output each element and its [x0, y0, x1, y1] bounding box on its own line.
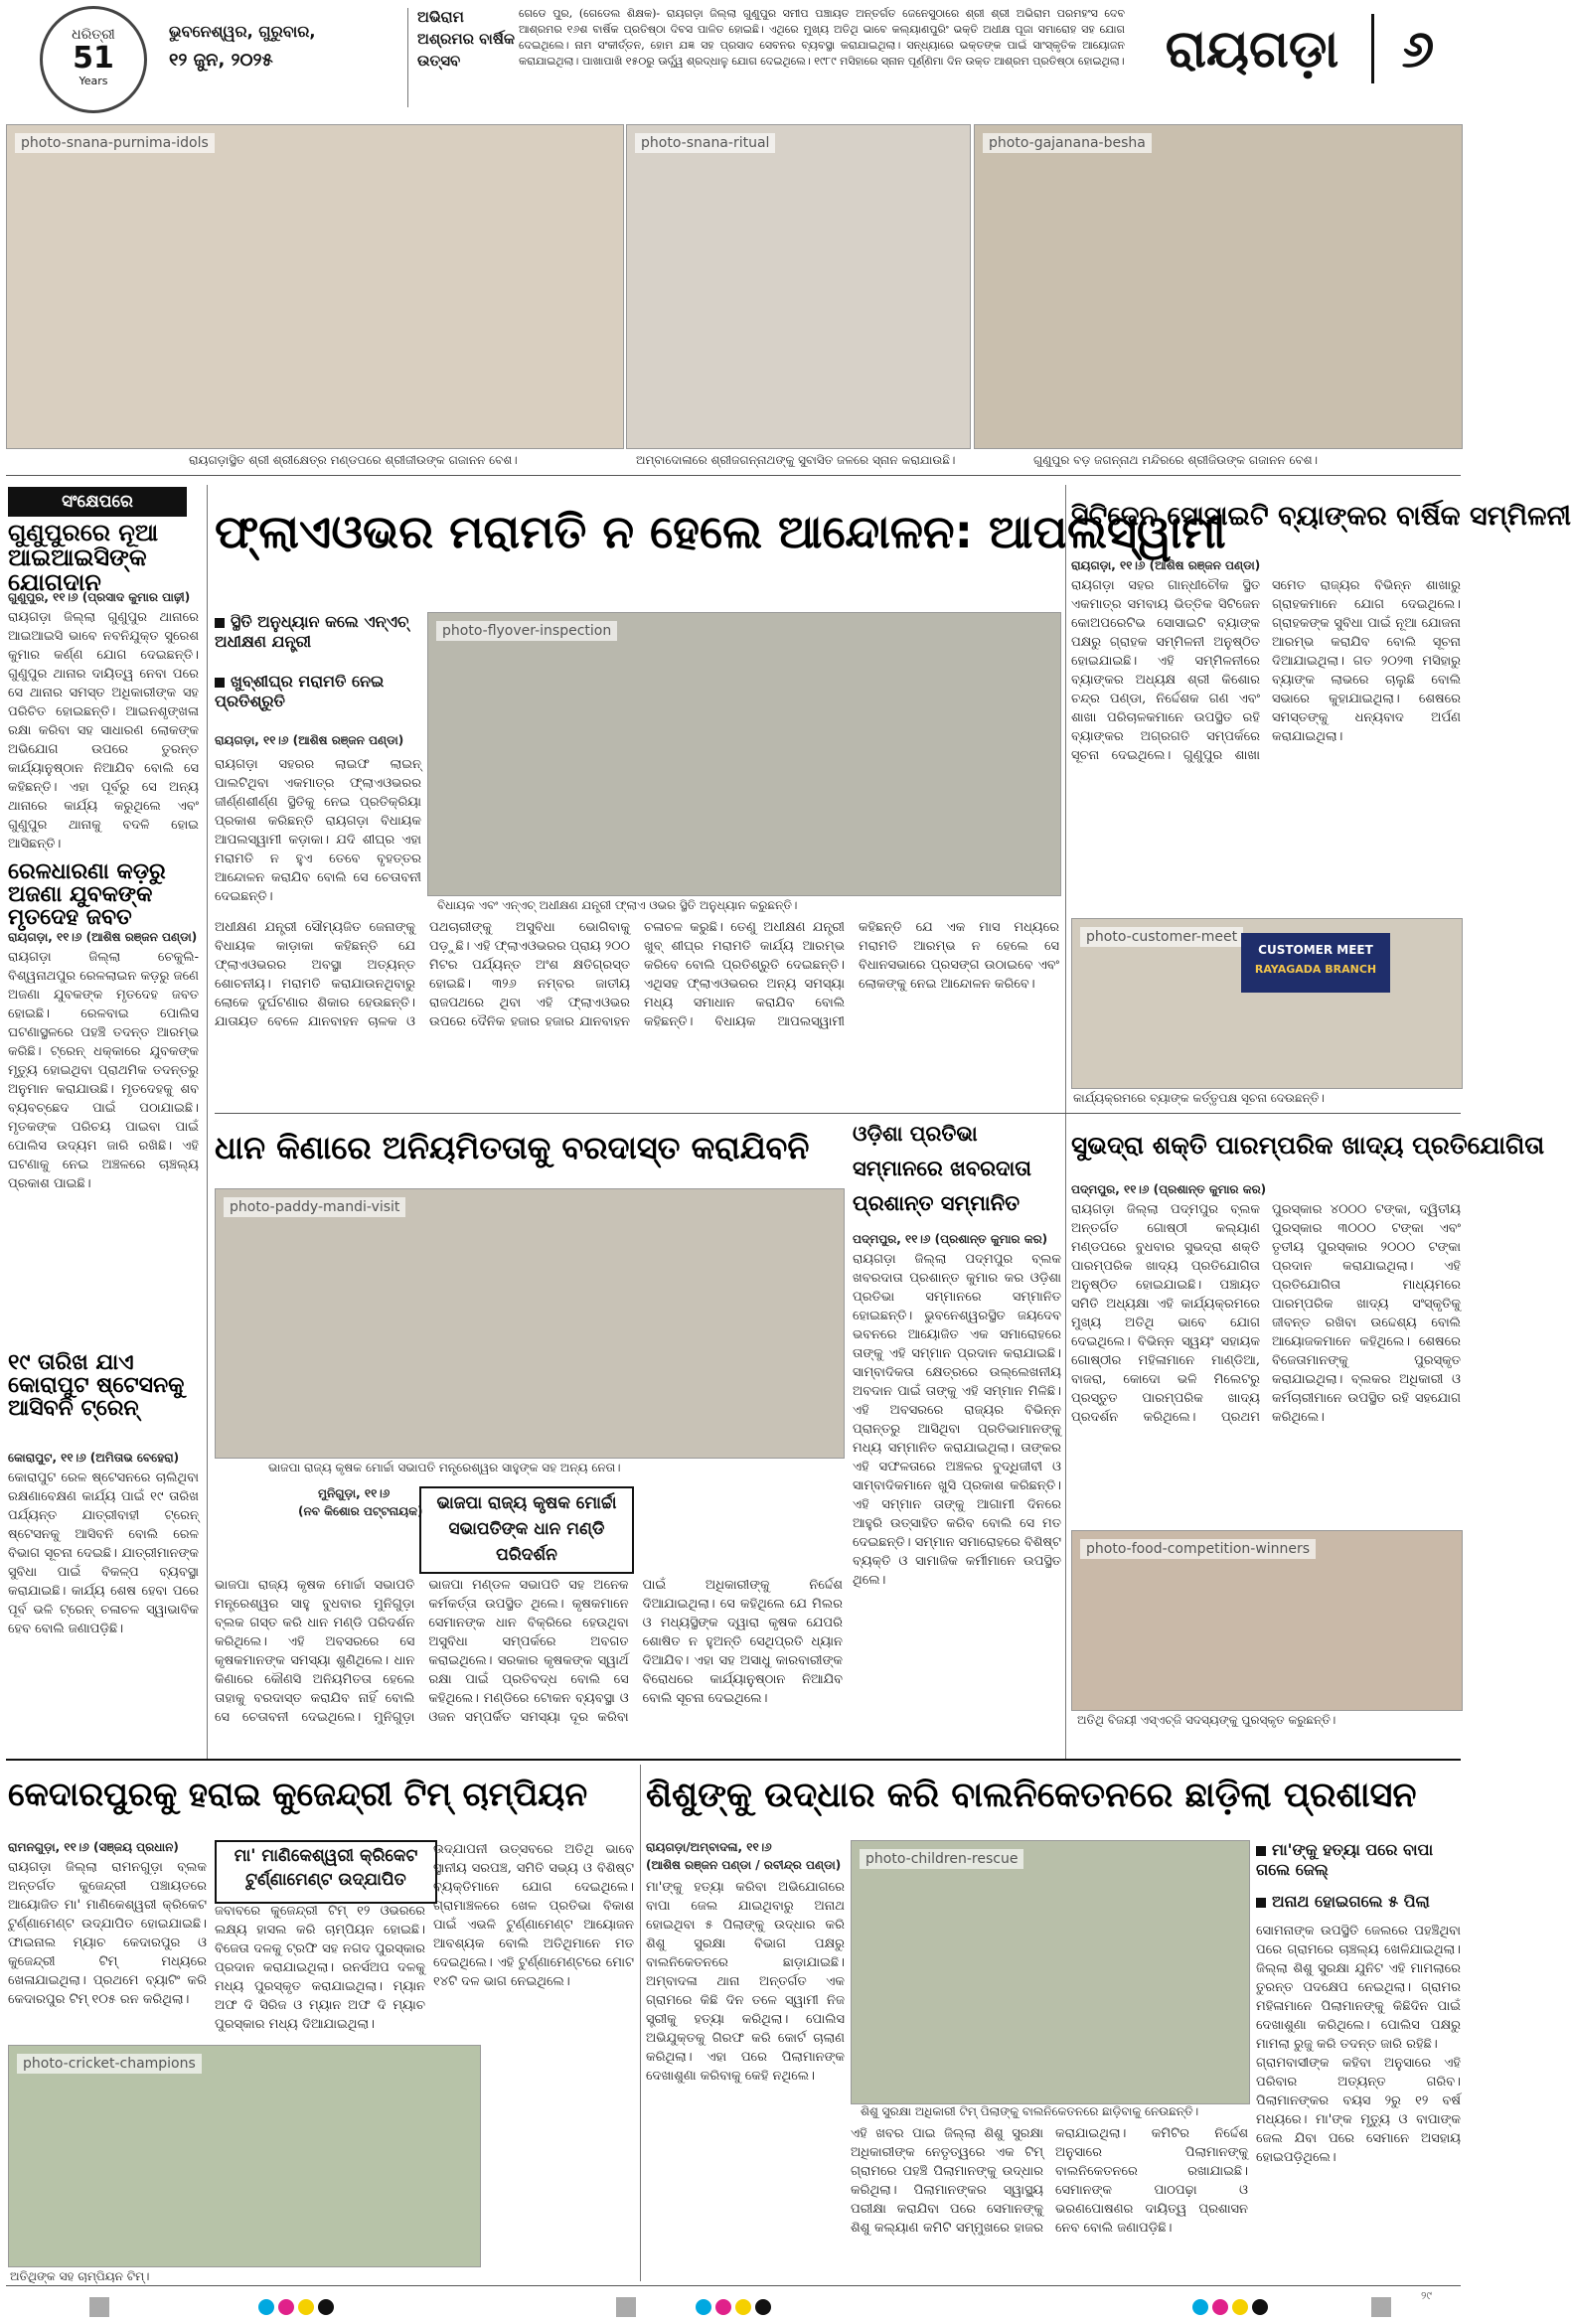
bullet-square-icon [215, 618, 225, 628]
paddy-photo-label: photo-paddy-mandi-visit [224, 1197, 405, 1217]
subhadra-body: ରାୟଗଡ଼ା ଜିଲ୍ଲା ପଦ୍ମପୁର ବ୍ଲକ ଅନ୍ତର୍ଗତ ଗୋଷ୍ଠୀ କଲ୍ୟାଣ ମଣ୍ଡପରେ ବୁଧବାର ସୁଭଦ୍ରା ଶକ୍ତି ପାରମ୍ପରିକ ଖାଦ୍ୟ ପ୍ରତିଯୋଗିତା ଅନୁଷ୍ଠିତ ହୋଇଯାଇଛି। ପଞ୍ଚାୟତ ସମିତି ଅଧ୍ୟକ୍ଷା ଏହି କାର୍ଯ୍ୟକ୍ରମରେ ମୁଖ୍ୟ ଅତିଥି ଭାବେ ଯୋଗ ଦେଇଥିଲେ। ବିଭିନ୍ନ ସ୍ୱୟଂ ସହାୟକ ଗୋଷ୍ଠୀର ମହିଳାମାନେ ମାଣ୍ଡିଆ, ବାଜରା, କୋଦୋ ଭଳି ମିଲେଟରୁ ପ୍ରସ୍ତୁତ ପାରମ୍ପରିକ ଖାଦ୍ୟ ପ୍ରଦର୍ଶନ କରିଥିଲେ। ପ୍ରଥମ ପୁରସ୍କାର ୪୦୦୦ ଟଙ୍କା, ଦ୍ୱିତୀୟ ପୁରସ୍କାର ୩୦୦୦ ଟଙ୍କା ଏବଂ ତୃତୀୟ ପୁରସ୍କାର ୨୦୦୦ ଟଙ୍କା ପ୍ରଦାନ କରାଯାଇଥିଲା। ଏହି ପ୍ରତିଯୋଗିତା ମାଧ୍ୟମରେ ପାରମ୍ପରିକ ଖାଦ୍ୟ ସଂସ୍କୃତିକୁ ଜୀବନ୍ତ ରଖିବା ଉଦ୍ଦେଶ୍ୟ ବୋଲି ଆୟୋଜକମାନେ କହିଥିଲେ। ଶେଷରେ ବିଜେତାମାନଙ୍କୁ ପୁରସ୍କୃତ କରାଯାଇଥିଲା। ବ୍ଲକର ଅଧିକାରୀ ଓ କର୍ମଚାରୀମାନେ ଉପସ୍ଥିତ ରହି ସହଯୋଗ କରିଥିଲେ। [1071, 1202, 1461, 1425]
subhadra-caption: ଅତିଥି ବିଜୟୀ ଏସ୍‌ଏଚ୍‌ଜି ସଦସ୍ୟଙ୍କୁ ପୁରସ୍କୃତ କରୁଛନ୍ତି। [1077, 1713, 1336, 1727]
top-photo-1-label: photo-snana-purnima-idols [15, 133, 215, 153]
brief-1-headline: ଗୁଣୁପୁରରେ ନୂଆ ଆଇଆଇସିଙ୍କ ଯୋଗଦାନ [8, 519, 159, 597]
promo-title: ଅଭିରାମ ଅଶ୍ରମର ବାର୍ଷିକ ଉତ୍ସବ [417, 8, 515, 70]
citizen-bank-body: ରାୟଗଡ଼ା ସହର ଗାନ୍ଧୀଚୌକ ସ୍ଥିତ ଏକମାତ୍ର ସମବାୟ ଭିତ୍ତିକ ସିଟିଜେନ କୋଅପରେଟିଭ ସୋସାଇଟି ବ୍ୟାଙ୍କ ପକ୍ଷରୁ ଗ୍ରାହକ ସମ୍ମିଳନୀ ଅନୁଷ୍ଠିତ ହୋଇଯାଇଛି। ଏହି ସମ୍ମିଳନୀରେ ବ୍ୟାଙ୍କର ଅଧ୍ୟକ୍ଷ ଶ୍ରୀ କିଶୋର ଚନ୍ଦ୍ର ପଣ୍ଡା, ନିର୍ଦ୍ଦେଶକ ଗଣ ଏବଂ ଶାଖା ପରିଚାଳକମାନେ ଉପସ୍ଥିତ ରହି ବ୍ୟାଙ୍କର ଅଗ୍ରଗତି ସମ୍ପର୍କରେ ସୂଚନା ଦେଇଥିଲେ। ଗୁଣୁପୁର ଶାଖା ସମେତ ରାଜ୍ୟର ବିଭିନ୍ନ ଶାଖାରୁ ଗ୍ରାହକମାନେ ଯୋଗ ଦେଇଥିଲେ। ଗ୍ରାହକଙ୍କ ସୁବିଧା ପାଇଁ ନୂଆ ଯୋଜନା ଆରମ୍ଭ କରାଯିବ ବୋଲି ସୂଚନା ଦିଆଯାଇଥିଲା। ଗତ ୨୦୨୩ ମସିହାରୁ ବ୍ୟାଙ୍କ ଲାଭରେ ଚାଲୁଛି ବୋଲି ସଭାରେ କୁହାଯାଇଥିଲା। ଶେଷରେ ସମସ୍ତଙ୍କୁ ଧନ୍ୟବାଦ ଅର୍ପଣ କରାଯାଇଥିଲା। [1071, 578, 1461, 763]
promo-text: ଗେଡେ ପୁର, (ଗେଡେଲ ଶିକ୍ଷକ)- ରାୟଗଡ଼ା ଜିଲ୍ଲା ଗୁଣୁପୁର ସମୀପ ପଞ୍ଚାୟତ ଅନ୍ତର୍ଗତ ଜେନେସୁଠାରେ ଶ୍ରୀ ଶ୍ରୀ ଅଭିରାମ ପରମହଂସ ଦେବ ଆଶ୍ରମର ୧୬ଶ ବାର୍ଷିକ ପ୍ରତିଷ୍ଠା ଦିବସ ପାଳିତ ହୋଇଛି। ଏଥିରେ ମୁଖ୍ୟ ଅତିଥି ଭାବେ କଲ୍ୟାଣପୁରିଂ ଭକ୍ତି ଅଧୀକ୍ଷ ପୂଜା ସମାରୋହ ସହ ଯୋଗ ଦେଇଥିଲେ। ନାମ ସଂକୀର୍ତ୍ତନ, ହୋମ ଯଜ୍ଞ ସହ ପ୍ରସାଦ ସେବନର ବ୍ୟବସ୍ଥା କରାଯାଇଥିଲା। ସନ୍ଧ୍ୟାରେ ଭକ୍ତଙ୍କ ପାଇଁ ସାଂସ୍କୃତିକ ଆୟୋଜନ କରାଯାଇଥିଲା। ପାଖାପାଖି ୧୫୦ରୁ ଊର୍ଦ୍ଧ୍ୱ ଶ୍ରଦ୍ଧାଳୁ ଯୋଗ ଦେଇଥିଲେ। ୧୯୮୯ ମସିହାରେ ସ୍ନାନ ପୂର୍ଣ୍ଣିମା ଦିନ ଉକ୍ତ ଆଶ୍ରମ ପ୍ରତିଷ୍ଠା ହୋଇଥିଲା। [519, 7, 1125, 68]
registration-black-mark [1252, 2299, 1268, 2315]
anniversary-badge [40, 6, 147, 113]
paddy-reporter: (ନବ କିଶୋର ପଟ୍ଟନାୟକ) [298, 1504, 423, 1518]
brief-label: ସଂକ୍ଷେପରେ [8, 487, 187, 517]
top-photo-2-caption: ଅମ୍ବାଦୋଳାରେ ଶ୍ରୀଜଗନ୍ନାଥଙ୍କୁ ସୁବାସିତ ଜଳରେ ସ୍ନାନ କରାଯାଉଛି। [636, 453, 956, 467]
issue-date: ୧୨ ଜୁନ, ୨୦୨୫ [169, 50, 273, 71]
customer-meet-banner [1241, 933, 1390, 993]
registration-marks-right [1192, 2299, 1272, 2317]
flyover-bullet-2-text: ଖୁବ୍‌ଶୀଘ୍ର ମରାମତି ନେଇ ପ୍ରତିଶ୍ରୁତି [215, 672, 385, 710]
flyover-headline: ଫ୍ଲାଏଓଭର ମରାମତି ନ ହେଲେ ଆନ୍ଦୋଳନ: ଆପଲସ୍ୱାମୀ [215, 505, 1226, 558]
flyover-photo-label: photo-flyover-inspection [436, 621, 617, 641]
brief-1-body: ରାୟଗଡ଼ା ଜିଲ୍ଲା ଗୁଣୁପୁର ଥାନାରେ ଆଇଆଇସି ଭାବେ ନବନିଯୁକ୍ତ ସୁରେଶ କୁମାର କର୍ଣ୍ଣ ଯୋଗ ଦେଇଛନ୍ତି। ଗୁଣୁପୁର ଥାନାର ଦାୟିତ୍ୱ ନେବା ପରେ ସେ ଥାନାର ସମସ୍ତ ଅଧିକାରୀଙ୍କ ସହ ପରିଚିତ ହୋଇଛନ୍ତି। ଆଇନଶୃଙ୍ଖଳା ରକ୍ଷା କରିବା ସହ ସାଧାରଣ ଲୋକଙ୍କ ଅଭିଯୋଗ ଉପରେ ତୁରନ୍ତ କାର୍ଯ୍ୟାନୁଷ୍ଠାନ ନିଆଯିବ ବୋଲି ସେ କହିଛନ୍ତି। ଏହା ପୂର୍ବରୁ ସେ ଅନ୍ୟ ଥାନାରେ କାର୍ଯ୍ୟ କରୁଥିଲେ ଏବଂ ଗୁଣୁପୁର ଥାନାକୁ ବଦଳି ହୋଇ ଆସିଛନ୍ତି। [8, 610, 199, 852]
rescue-photo [851, 1840, 1250, 2104]
footer-gray-box-mid [616, 2297, 636, 2317]
masthead [0, 0, 1468, 119]
paddy-dateline: ମୁନିଗୁଡ଼ା, ୧୧।୬ [318, 1486, 391, 1500]
footer-page-code: ୨୯ [1421, 2289, 1432, 2302]
registration-black-mark [755, 2299, 771, 2315]
registration-magenta-mark [278, 2299, 294, 2315]
top-photos-rule [6, 475, 1461, 476]
rescue-dateline: ରାୟଗଡ଼ା/ଅମ୍ବାଦଳା, ୧୧।୬ [646, 1840, 772, 1854]
top-photo-1-caption: ରାୟଗଡ଼ାସ୍ଥିତ ଶ୍ରୀ ଶ୍ରୀକ୍ଷେତ୍ର ମଣ୍ଡପରେ ଶ୍ରୀଜୀଉଙ୍କ ଗଜାନନ ବେଶ। [189, 453, 518, 467]
mid-column-rule [1065, 485, 1066, 1759]
brief-1-dateline: ଗୁଣୁପୁର, ୧୧।୬ (ପ୍ରସାଦ କୁମାର ପାଢ଼ୀ) [8, 590, 191, 604]
cricket-body-1: ରାୟଗଡ଼ା ଜିଲ୍ଲା ରାମନଗୁଡ଼ା ବ୍ଲକ ଅନ୍ତର୍ଗତ କୁଜେନ୍ଦ୍ରୀ ପଞ୍ଚାୟତରେ ଆୟୋଜିତ ମା' ମାଣିକେଶ୍ୱରୀ କ୍ରିକେଟ ଟୁର୍ଣ୍ଣାମେଣ୍ଟ ଉଦ୍‌ଯାପିତ ହୋଇଯାଇଛି। ଫାଇନାଲ ମ୍ୟାଚ କେଦାରପୁର ଓ କୁଜେନ୍ଦ୍ରୀ ଟିମ୍ ମଧ୍ୟରେ ଖେଳାଯାଇଥିଲା। ପ୍ରଥମେ ବ୍ୟାଟିଂ କରି କେଦାରପୁର ଟିମ୍ ୧୦୫ ରନ କରିଥିଲା। [8, 1860, 207, 2007]
paddy-photo [215, 1188, 845, 1459]
section-divider [1371, 14, 1374, 83]
citizen-bank-photo [1071, 918, 1463, 1089]
rescue-photo-label: photo-children-rescue [860, 1849, 1023, 1869]
brief-3-body: କୋରାପୁଟ ରେଳ ଷ୍ଟେସନରେ ଚାଲିଥିବା ରକ୍ଷଣାବେକ୍ଷଣ କାର୍ଯ୍ୟ ପାଇଁ ୧୯ ତାରିଖ ପର୍ଯ୍ୟନ୍ତ ଯାତ୍ରୀବାହୀ ଟ୍ରେନ୍ ଷ୍ଟେସନକୁ ଆସିବନି ବୋଲି ରେଳ ବିଭାଗ ସୂଚନା ଦେଇଛି। ଯାତ୍ରୀମାନଙ୍କ ସୁବିଧା ପାଇଁ ବିକଳ୍ପ ବ୍ୟବସ୍ଥା କରାଯାଇଛି। କାର୍ଯ୍ୟ ଶେଷ ହେବା ପରେ ପୂର୍ବ ଭଳି ଟ୍ରେନ୍ ଚଳାଚଳ ସ୍ୱାଭାବିକ ହେବ ବୋଲି ଜଣାପଡ଼ିଛି। [8, 1471, 199, 1636]
flyover-bullet-1-text: ସ୍ଥିତି ଅନୁଧ୍ୟାନ କଲେ ଏନ୍‌ଏଚ୍ ଅଧୀକ୍ଷଣ ଯନ୍ତ୍ରୀ [215, 612, 409, 651]
registration-cyan-mark [696, 2299, 711, 2315]
paddy-highlight-box: ଭାଜପା ରାଜ୍ୟ କୃଷକ ମୋର୍ଚ୍ଚା ସଭାପତିଙ୍କ ଧାନ ମଣ୍ଡି ପରିଦର୍ଶନ [419, 1486, 634, 1574]
rescue-photo-caption: ଶିଶୁ ସୁରକ୍ଷା ଅଧିକାରୀ ଟିମ୍ ପିଲାଙ୍କୁ ବାଲନିକେତନରେ ଛାଡ଼ିବାକୁ ନେଉଛନ୍ତି। [861, 2104, 1199, 2118]
masthead-divider [407, 8, 408, 107]
citizen-bank-dateline: ରାୟଗଡ଼ା, ୧୧।୬ (ଆଶିଷ ରଞ୍ଜନ ପଣ୍ଡା) [1071, 558, 1261, 572]
brief-3-dateline: କୋରାପୁଟ, ୧୧।୬ (ଅମିତାଭ ବେହେରା) [8, 1451, 180, 1465]
odisha-pratibha-headline: ଓଡ଼ିଶା ପ୍ରତିଭା ସମ୍ମାନରେ ଖବରଦାତା ପ୍ରଶାନ୍ତ ସମ୍ମାନିତ [853, 1122, 1031, 1215]
top-photo-1 [6, 124, 624, 449]
flyover-body-rest: ଅଧୀକ୍ଷଣ ଯନ୍ତ୍ରୀ ସୌମ୍ୟଜିତ ଜେନାଙ୍କୁ ବିଧାୟକ କାଡ଼ାକା କହିଛନ୍ତି ଯେ ଫ୍ଲାଏଓଭରର ଅବସ୍ଥା ଅତ୍ୟନ୍ତ ଶୋଚନୀୟ। ମରାମତି କରାଯାଉନଥିବାରୁ ଲୋକେ ଦୁର୍ଘଟଣାର ଶିକାର ହେଉଛନ୍ତି। ଯାତାୟତ ବେଳେ ଯାନବାହନ ଚାଳକ ଓ ପଥଚାରୀଙ୍କୁ ଅସୁବିଧା ଭୋଗିବାକୁ ପଡ଼ୁଛି। ଏହି ଫ୍ଲାଏଓଭରର ପ୍ରାୟ ୨୦୦ ମିଟର ପର୍ଯ୍ୟନ୍ତ ଅଂଶ କ୍ଷତିଗ୍ରସ୍ତ ହୋଇଛି। ୩୨୬ ନମ୍ବର ଜାତୀୟ ରାଜପଥରେ ଥିବା ଏହି ଫ୍ଲାଏଓଭର ଉପରେ ଦୈନିକ ହଜାର ହଜାର ଯାନବାହନ ଚଳାଚଳ କରୁଛି। ତେଣୁ ଅଧୀକ୍ଷଣ ଯନ୍ତ୍ରୀ ଖୁବ୍ ଶୀଘ୍ର ମରାମତି କାର୍ଯ୍ୟ ଆରମ୍ଭ କରିବେ ବୋଲି ପ୍ରତିଶ୍ରୁତି ଦେଇଛନ୍ତି। ଏଥିସହ ଫ୍ଲାଏଓଭରର ଅନ୍ୟ ସମସ୍ୟା ମଧ୍ୟ ସମାଧାନ କରାଯିବ ବୋଲି କହିଛନ୍ତି। ବିଧାୟକ ଆପଲସ୍ୱାମୀ କହିଛନ୍ତି ଯେ ଏକ ମାସ ମଧ୍ୟରେ ମରାମତି ଆରମ୍ଭ ନ ହେଲେ ସେ ବିଧାନସଭାରେ ପ୍ରସଙ୍ଗ ଉଠାଇବେ ଏବଂ ଲୋକଙ୍କୁ ନେଇ ଆନ୍ଦୋଳନ କରିବେ। [215, 920, 1059, 1029]
registration-cyan-mark [258, 2299, 274, 2315]
subhadra-photo [1071, 1530, 1463, 1711]
registration-magenta-mark [1212, 2299, 1228, 2315]
rescue-body-2: ଏହି ଖବର ପାଇ ଜିଲ୍ଲା ଶିଶୁ ସୁରକ୍ଷା ଅଧିକାରୀଙ୍କ ନେତୃତ୍ୱରେ ଏକ ଟିମ୍ ଗ୍ରାମରେ ପହଞ୍ଚି ପିଲାମାନଙ୍କୁ ଉଦ୍ଧାର କରିଥିଲା। ପିଲାମାନଙ୍କର ସ୍ୱାସ୍ଥ୍ୟ ପରୀକ୍ଷା କରାଯିବା ପରେ ସେମାନଙ୍କୁ ଶିଶୁ କଲ୍ୟାଣ କମିଟି ସମ୍ମୁଖରେ ହାଜର କରାଯାଇଥିଲା। କମିଟିର ନିର୍ଦ୍ଦେଶ ଅନୁସାରେ ପିଲାମାନଙ୍କୁ ବାଲନିକେତନରେ ରଖାଯାଇଛି। ସେମାନଙ୍କ ପାଠପଢ଼ା ଓ ଭରଣପୋଷଣର ଦାୟିତ୍ୱ ପ୍ରଶାସନ ନେବ ବୋଲି ଜଣାପଡ଼ିଛି। [851, 2126, 1248, 2236]
flyover-bullet-2 [215, 672, 413, 715]
cricket-photo-label: photo-cricket-champions [17, 2054, 202, 2074]
registration-black-mark [318, 2299, 334, 2315]
registration-yellow-mark [1232, 2299, 1248, 2315]
registration-magenta-mark [715, 2299, 731, 2315]
odisha-pratibha-dateline: ପଦ୍ମପୁର, ୧୧।୬ (ପ୍ରଶାନ୍ତ କୁମାର କର) [853, 1232, 1048, 1246]
rescue-headline: ଶିଶୁଙ୍କୁ ଉଦ୍ଧାର କରି ବାଲନିକେତନରେ ଛାଡ଼ିଲା ପ୍ରଶାସନ [646, 1776, 1417, 1815]
rescue-bullet-2-text: ଅନାଥ ହୋଇଗଲେ ୫ ପିଲା [1272, 1892, 1430, 1911]
citizen-bank-headline: ସିଟିଜେନ ସୋସାଇଟି ବ୍ୟାଙ୍କର ବାର୍ଷିକ ସମ୍ମିଳନୀ [1071, 501, 1571, 532]
brief-3-headline: ୧୯ ତାରିଖ ଯାଏ କୋରାପୁଟ ଷ୍ଟେସନକୁ ଆସିବନି ଟ୍ରେନ୍ [8, 1350, 185, 1422]
citizen-bank-caption: କାର୍ଯ୍ୟକ୍ରମରେ ବ୍ୟାଙ୍କ କର୍ତ୍ତୃପକ୍ଷ ସୂଚନା ଦେଉଛନ୍ତି। [1073, 1091, 1325, 1105]
top-photo-3-caption: ଗୁଣୁପୁର ବଡ଼ ଜଗନ୍ନାଥ ମନ୍ଦିରରେ ଶ୍ରୀଜିଉଙ୍କ ଗଜାନନ ବେଶ। [1033, 453, 1318, 467]
anniversary-years: Years [79, 75, 108, 87]
registration-marks-mid [696, 2299, 775, 2317]
bullet-square-icon [215, 678, 225, 688]
row-three-rule [6, 1759, 1461, 1761]
row-two-rule [215, 1113, 1461, 1114]
flyover-body-lead: ରାୟଗଡ଼ା ସହରର ଲାଇଫ ଲାଇନ୍ ପାଲଟିଥିବା ଏକମାତ୍ର ଫ୍ଲାଏଓଭରର ଜୀର୍ଣ୍ଣଶୀର୍ଣ୍ଣ ସ୍ଥିତିକୁ ନେଇ ପ୍ରତିକ୍ରିୟା ପ୍ରକାଶ କରିଛନ୍ତି ରାୟଗଡ଼ା ବିଧାୟକ ଆପଲସ୍ୱାମୀ କଡ଼ାକା। ଯଦି ଶୀଘ୍ର ଏହା ମରାମତି ନ ହୁଏ ତେବେ ବୃହତ୍ତର ଆନ୍ଦୋଳନ କରାଯିବ ବୋଲି ସେ ଚେତାବନୀ ଦେଇଛନ୍ତି। [215, 757, 421, 904]
cricket-dateline: ରାମନଗୁଡ଼ା, ୧୧।୬ (ସଞ୍ଜୟ ପ୍ରଧାନ) [8, 1840, 179, 1854]
paddy-body: ଭାଜପା ରାଜ୍ୟ କୃଷକ ମୋର୍ଚ୍ଚା ସଭାପତି ମନ୍ତ୍ରେଶ୍ୱର ସାହୁ ବୁଧବାର ମୁନିଗୁଡ଼ା ବ୍ଲକ ଗସ୍ତ କରି ଧାନ ମଣ୍ଡି ପରିଦର୍ଶନ କରିଥିଲେ। ଏହି ଅବସରରେ ସେ କୃଷକମାନଙ୍କ ସମସ୍ୟା ଶୁଣିଥିଲେ। ଧାନ କିଣାରେ କୌଣସି ଅନିୟମିତତା ହେଲେ ତାହାକୁ ବରଦାସ୍ତ କରାଯିବ ନାହିଁ ବୋଲି ସେ ଚେତାବନୀ ଦେଇଥିଲେ। ମୁନିଗୁଡ଼ା ଭାଜପା ମଣ୍ଡଳ ସଭାପତି ସହ ଅନେକ କର୍ମକର୍ତ୍ତା ଉପସ୍ଥିତ ଥିଲେ। କୃଷକମାନେ ସେମାନଙ୍କ ଧାନ ବିକ୍ରିରେ ହେଉଥିବା ଅସୁବିଧା ସମ୍ପର୍କରେ ଅବଗତ କରାଇଥିଲେ। ସରକାର କୃଷକଙ୍କ ସ୍ୱାର୍ଥ ରକ୍ଷା ପାଇଁ ପ୍ରତିବଦ୍ଧ ବୋଲି ସେ କହିଥିଲେ। ମଣ୍ଡିରେ ଟୋକନ ବ୍ୟବସ୍ଥା ଓ ଓଜନ ସମ୍ପର୍କିତ ସମସ୍ୟା ଦୂର କରିବା ପାଇଁ ଅଧିକାରୀଙ୍କୁ ନିର୍ଦ୍ଦେଶ ଦିଆଯାଇଥିଲା। ସେ କହିଥିଲେ ଯେ ମିଲର ଓ ମଧ୍ୟସ୍ଥିଙ୍କ ଦ୍ୱାରା କୃଷକ ଯେପରି ଶୋଷିତ ନ ହୁଅନ୍ତି ସେଥିପ୍ରତି ଧ୍ୟାନ ଦିଆଯିବ। ଏହା ସହ ଅସାଧୁ କାରବାରୀଙ୍କ ବିରୋଧରେ କାର୍ଯ୍ୟାନୁଷ୍ଠାନ ନିଆଯିବ ବୋଲି ସୂଚନା ଦେଇଥିଲେ। [215, 1578, 843, 1725]
paddy-headline: ଧାନ କିଣାରେ ଅନିୟମିତତାକୁ ବରଦାସ୍ତ କରାଯିବନି [215, 1129, 810, 1166]
cricket-headline: କେଦାରପୁରକୁ ହରାଇ କୁଜେନ୍ଦ୍ରୀ ଟିମ୍ ଚାମ୍ପିୟନ [8, 1775, 588, 1813]
subhadra-photo-label: photo-food-competition-winners [1080, 1539, 1316, 1559]
rescue-bullet-1 [1256, 1840, 1461, 1882]
left-column-rule [207, 485, 208, 1759]
cricket-body-3: ଉଦ୍‌ଯାପନୀ ଉତ୍ସବରେ ଅତିଥି ଭାବେ ସ୍ଥାନୀୟ ସରପଞ୍ଚ, ସମିତି ସଭ୍ୟ ଓ ବିଶିଷ୍ଟ ବ୍ୟକ୍ତିମାନେ ଯୋଗ ଦେଇଥିଲେ। ଗ୍ରାମାଞ୍ଚଳରେ ଖେଳ ପ୍ରତିଭା ବିକାଶ ପାଇଁ ଏଭଳି ଟୁର୍ଣ୍ଣାମେଣ୍ଟ ଆୟୋଜନ ଆବଶ୍ୟକ ବୋଲି ଅତିଥିମାନେ ମତ ଦେଇଥିଲେ। ଏହି ଟୁର୍ଣ୍ଣାମେଣ୍ଟରେ ମୋଟ ୧୪ଟି ଦଳ ଭାଗ ନେଇଥିଲେ। [433, 1842, 634, 1989]
citizen-bank-photo-label: photo-customer-meet [1080, 927, 1243, 947]
cricket-body-2: ଜବାବରେ କୁଜେନ୍ଦ୍ରୀ ଟିମ୍ ୧୨ ଓଭରରେ ଲକ୍ଷ୍ୟ ହାସଲ କରି ଚାମ୍ପିୟନ ହୋଇଛି। ବିଜେତା ଦଳକୁ ଟ୍ରଫି ସହ ନଗଦ ପୁରସ୍କାର ପ୍ରଦାନ କରାଯାଇଥିଲା। ରନର୍ସଅପ ଦଳକୁ ମଧ୍ୟ ପୁରସ୍କୃତ କରାଯାଇଥିଲା। ମ୍ୟାନ ଅଫ ଦି ସିରିଜ ଓ ମ୍ୟାନ ଅଫ ଦି ମ୍ୟାଚ ପୁରସ୍କାର ମଧ୍ୟ ଦିଆଯାଇଥିଲା। [215, 1904, 425, 2032]
brief-2-dateline: ରାୟଗଡ଼ା, ୧୧।୬ (ଆଶିଷ ରଞ୍ଜନ ପଣ୍ଡା) [8, 930, 198, 944]
brief-2-body: ରାୟଗଡ଼ା ଜିଲ୍ଲା ଚେକୁଲି-ବିଶ୍ୱନାଥପୁର ରେଳଲାଇନ କଡ଼ରୁ ଜଣେ ଅଜଣା ଯୁବକଙ୍କ ମୃତଦେହ ଜବତ ହୋଇଛି। ରେଳବାଇ ପୋଲିସ ଘଟଣାସ୍ଥଳରେ ପହଞ୍ଚି ତଦନ୍ତ ଆରମ୍ଭ କରିଛି। ଟ୍ରେନ୍ ଧକ୍କାରେ ଯୁବକଙ୍କ ମୃତ୍ୟୁ ହୋଇଥିବା ପ୍ରାଥମିକ ତଦନ୍ତରୁ ଅନୁମାନ କରାଯାଉଛି। ମୃତଦେହକୁ ଶବ ବ୍ୟବଚ୍ଛେଦ ପାଇଁ ପଠାଯାଇଛି। ମୃତକଙ୍କ ପରିଚୟ ପାଇବା ପାଇଁ ପୋଲିସ ଉଦ୍ୟମ ଜାରି ରଖିଛି। ଏହି ଘଟଣାକୁ ନେଇ ଅଞ୍ଚଳରେ ଚାଞ୍ଚଲ୍ୟ ପ୍ରକାଶ ପାଇଛି। [8, 950, 199, 1191]
footer-rule [6, 2285, 1461, 2286]
cricket-photo [8, 2045, 481, 2267]
bottom-left-rule [640, 1765, 641, 2281]
flyover-dateline: ରାୟଗଡ଼ା, ୧୧।୬ (ଆଶିଷ ରଞ୍ଜନ ପଣ୍ଡା) [215, 733, 404, 747]
subhadra-headline: ସୁଭଦ୍ରା ଶକ୍ତି ପାରମ୍ପରିକ ଖାଦ୍ୟ ପ୍ରତିଯୋଗିତା [1071, 1131, 1545, 1160]
rescue-reporter: (ଆଶିଷ ରଞ୍ଜନ ପଣ୍ଡା / ରବୀନ୍ଦ୍ର ପଣ୍ଡା) [646, 1858, 842, 1872]
flyover-photo-caption: ବିଧାୟକ ଏବଂ ଏନ୍‌ଏଚ୍ ଅଧୀକ୍ଷଣ ଯନ୍ତ୍ରୀ ଫ୍ଲାଏ ଓଭର ସ୍ଥିତି ଅନୁଧ୍ୟାନ କରୁଛନ୍ତି। [437, 898, 798, 912]
rescue-body-3: ଗ୍ରାମବାସୀଙ୍କ କହିବା ଅନୁସାରେ ଏହି ପରିବାର ଅତ୍ୟନ୍ତ ଗରିବ। ପିଲାମାନଙ୍କର ବୟସ ୨ରୁ ୧୨ ବର୍ଷ ମଧ୍ୟରେ। ମା'ଙ୍କ ମୃତ୍ୟୁ ଓ ବାପାଙ୍କ ଜେଲ ଯିବା ପରେ ସେମାନେ ଅସହାୟ ହୋଇପଡ଼ିଥିଲେ। [1256, 2056, 1461, 2165]
footer-gray-box-left [89, 2297, 109, 2317]
footer-gray-box-right [1371, 2297, 1391, 2317]
paddy-photo-caption: ଭାଜପା ରାଜ୍ୟ କୃଷକ ମୋର୍ଚ୍ଚା ସଭାପତି ମନ୍ତ୍ରେଶ୍ୱର ସାହୁଙ୍କ ସହ ଅନ୍ୟ ନେତା। [268, 1461, 621, 1474]
page-number: ୬ [1401, 20, 1435, 79]
city-date-line: ଭୁବନେଶ୍ୱର, ଗୁରୁବାର, [169, 22, 316, 41]
flyover-photo [427, 612, 1061, 896]
anniversary-number: 51 [73, 41, 114, 76]
rescue-bullet-2 [1256, 1892, 1461, 1916]
rescue-side-body: ସୋମନାଙ୍କ ଉପସ୍ଥିତି ଜେଲରେ ପହଞ୍ଚିଥିବା ପରେ ଗ୍ରାମରେ ଚାଞ୍ଚଲ୍ୟ ଖେଳିଯାଇଥିଲା। ଜିଲ୍ଲା ଶିଶୁ ସୁରକ୍ଷା ଯୁନିଟ ଏହି ମାମଲାରେ ତୁରନ୍ତ ପଦକ୍ଷେପ ନେଇଥିଲା। ଗ୍ରାମର ମହିଳାମାନେ ପିଲାମାନଙ୍କୁ କିଛିଦିନ ପାଇଁ ଦେଖାଶୁଣା କରିଥିଲେ। ପୋଲିସ ପକ୍ଷରୁ ମାମଲା ରୁଜୁ କରି ତଦନ୍ତ ଜାରି ରହିଛି। ଗ୍ରାମବାସୀଙ୍କ କହିବା ଅନୁସାରେ ଏହି ପରିବାର ଅତ୍ୟନ୍ତ ଗରିବ। ପିଲାମାନଙ୍କର ବୟସ ୨ରୁ ୧୨ ବର୍ଷ ମଧ୍ୟରେ। ମା'ଙ୍କ ମୃତ୍ୟୁ ଓ ବାପାଙ୍କ ଜେଲ ଯିବା ପରେ ସେମାନେ ଅସହାୟ ହୋଇପଡ଼ିଥିଲେ। [1256, 1924, 1461, 2165]
top-photo-2-label: photo-snana-ritual [635, 133, 775, 153]
flyover-bullet-1 [215, 612, 413, 656]
subhadra-dateline: ପଦ୍ମପୁର, ୧୧।୬ (ପ୍ରଶାନ୍ତ କୁମାର କର) [1071, 1182, 1267, 1196]
section-title: ରାୟଗଡ଼ା [1165, 20, 1339, 79]
cricket-highlight-box: ମା' ମାଣିକେଶ୍ୱରୀ କ୍ରିକେଟ ଟୁର୍ଣ୍ଣାମେଣ୍ଟ ଉଦ୍‌ଯାପିତ [215, 1840, 437, 1904]
registration-marks-left [258, 2299, 338, 2317]
banner-branch: RAYAGADA BRANCH [1254, 963, 1377, 976]
registration-yellow-mark [735, 2299, 751, 2315]
top-photo-3-label: photo-gajanana-besha [983, 133, 1152, 153]
top-photo-2 [626, 124, 971, 449]
bullet-square-icon [1256, 1898, 1266, 1908]
banner-title: CUSTOMER MEET [1258, 943, 1373, 957]
top-photo-3 [974, 124, 1463, 449]
brief-2-headline: ରେଳଧାରଣା କଡ଼ରୁ ଅଜଣା ଯୁବକଙ୍କ ମୃତଦେହ ଜବତ [8, 859, 166, 931]
rescue-body-1: ମା'ଙ୍କୁ ହତ୍ୟା କରିବା ଅଭିଯୋଗରେ ବାପା ଜେଲ ଯାଇଥିବାରୁ ଅନାଥ ହୋଇଥିବା ୫ ପିଲାଙ୍କୁ ଉଦ୍ଧାର କରି ଶିଶୁ ସୁରକ୍ଷା ବିଭାଗ ପକ୍ଷରୁ ବାଲନିକେତନରେ ଛାଡ଼ାଯାଇଛି। ଅମ୍ବାଦଳା ଥାନା ଅନ୍ତର୍ଗତ ଏକ ଗ୍ରାମରେ କିଛି ଦିନ ତଳେ ସ୍ୱାମୀ ନିଜ ସ୍ତ୍ରୀକୁ ହତ୍ୟା କରିଥିଲା। ପୋଲିସ ଅଭିଯୁକ୍ତକୁ ଗିରଫ କରି କୋର୍ଟ ଚାଲାଣ କରିଥିଲା। ଏହା ପରେ ପିଲାମାନଙ୍କ ଦେଖାଶୁଣା କରିବାକୁ କେହି ନଥିଲେ। [646, 1880, 845, 2084]
bullet-square-icon [1256, 1846, 1266, 1856]
cricket-caption: ଅତିଥିଙ୍କ ସହ ଚାମ୍ପିୟନ ଟିମ୍। [10, 2269, 150, 2283]
rescue-bullet-1-text: ମା'ଙ୍କୁ ହତ୍ୟା ପରେ ବାପା ଗଲେ ଜେଲ୍ [1256, 1840, 1434, 1879]
registration-cyan-mark [1192, 2299, 1208, 2315]
anniversary-word: ଧରିତ୍ରୀ [72, 27, 115, 43]
odisha-pratibha-body: ରାୟଗଡ଼ା ଜିଲ୍ଲା ପଦ୍ମପୁର ବ୍ଲକ ଖବରଦାତା ପ୍ରଶାନ୍ତ କୁମାର କର ଓଡ଼ିଶା ପ୍ରତିଭା ସମ୍ମାନରେ ସମ୍ମାନିତ ହୋଇଛନ୍ତି। ଭୁବନେଶ୍ୱରସ୍ଥିତ ଜୟଦେବ ଭବନରେ ଆୟୋଜିତ ଏକ ସମାରୋହରେ ତାଙ୍କୁ ଏହି ସମ୍ମାନ ପ୍ରଦାନ କରାଯାଇଛି। ସାମ୍ବାଦିକତା କ୍ଷେତ୍ରରେ ଉଲ୍ଲେଖନୀୟ ଅବଦାନ ପାଇଁ ତାଙ୍କୁ ଏହି ସମ୍ମାନ ମିଳିଛି। ଏହି ଅବସରରେ ରାଜ୍ୟର ବିଭିନ୍ନ ପ୍ରାନ୍ତରୁ ଆସିଥିବା ପ୍ରତିଭାମାନଙ୍କୁ ମଧ୍ୟ ସମ୍ମାନିତ କରାଯାଇଥିଲା। ତାଙ୍କର ଏହି ସଫଳତାରେ ଅଞ୍ଚଳର ବୁଦ୍ଧିଜୀବୀ ଓ ସାମ୍ବାଦିକମାନେ ଖୁସି ପ୍ରକାଶ କରିଛନ୍ତି। ଏହି ସମ୍ମାନ ତାଙ୍କୁ ଆଗାମୀ ଦିନରେ ଆହୁରି ଉତ୍ସାହିତ କରିବ ବୋଲି ସେ ମତ ଦେଇଛନ୍ତି। ସମ୍ମାନ ସମାରୋହରେ ବିଶିଷ୍ଟ ବ୍ୟକ୍ତି ଓ ସାମାଜିକ କର୍ମୀମାନେ ଉପସ୍ଥିତ ଥିଲେ। [853, 1252, 1061, 1588]
registration-yellow-mark [298, 2299, 314, 2315]
